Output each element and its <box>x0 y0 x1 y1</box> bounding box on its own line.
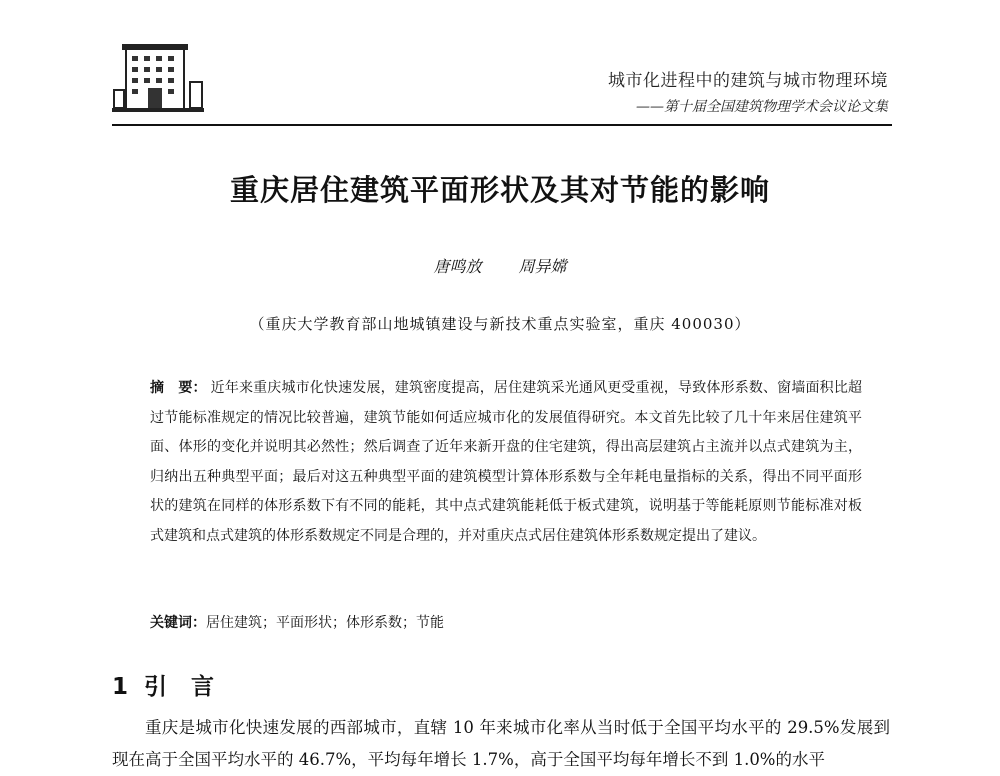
conference-title: 城市化进程中的建筑与城市物理环境 <box>608 71 888 91</box>
abstract-label: 摘 要： <box>150 380 207 396</box>
author-list <box>0 254 1000 277</box>
abstract <box>150 374 862 551</box>
keywords-text: 居住建筑；平面形状；体形系数；节能 <box>206 615 444 631</box>
abstract-text: 近年来重庆城市化快速发展，建筑密度提高，居住建筑采光通风更受重视，导致体形系数、窗墙面积比超过节能标准规定的情况比较普遍，建筑节能如何适应城市化的发展值得研究。本文首先比较了几十年来居住建筑平面、体形的变化并说明其必然性；然后调查了近年来新开盘的住宅建筑，得出高层建筑占主流并以点式建筑为主，归纳出五种典型平面；最后对这五种典型平面的建筑模型计算体形系数与全年耗电量指标的关系，得出不同平面形状的建筑在同样的体形系数下有不同的能耗，其中点式建筑能耗低于板式建筑，说明基于等能耗原则节能标准对板式建筑和点式建筑的体形系数规定不同是合理的，并对重庆点式居住建筑体形系数规定提出了建议。 <box>150 380 863 544</box>
author-name: 唐鸣放 <box>433 257 482 276</box>
body-paragraph: 重庆是城市化快速发展的西部城市，直辖 10 年来城市化率从当时低于全国平均水平的 29.5%发展到现在高于全国平均水平的 46.7%，平均每年增长 1.7%，高于全国平均每年增长不到 1.0%的水平 <box>112 718 890 769</box>
paper-title: 重庆居住建筑平面形状及其对节能的影响 <box>229 173 770 207</box>
section-heading <box>112 668 222 701</box>
author-name: 周异嫦 <box>518 257 567 276</box>
section-number: 1 <box>112 674 129 700</box>
affiliation: （重庆大学教育部山地城镇建设与新技术重点实验室，重庆 400030） <box>249 315 751 333</box>
header-divider <box>112 124 892 126</box>
building-logo-icon <box>112 42 204 118</box>
keywords <box>150 612 444 632</box>
keywords-label: 关键词： <box>150 615 206 631</box>
section-title: 引 言 <box>144 674 223 700</box>
conference-subtitle: ——第十届全国建筑物理学术会议论文集 <box>636 99 888 115</box>
